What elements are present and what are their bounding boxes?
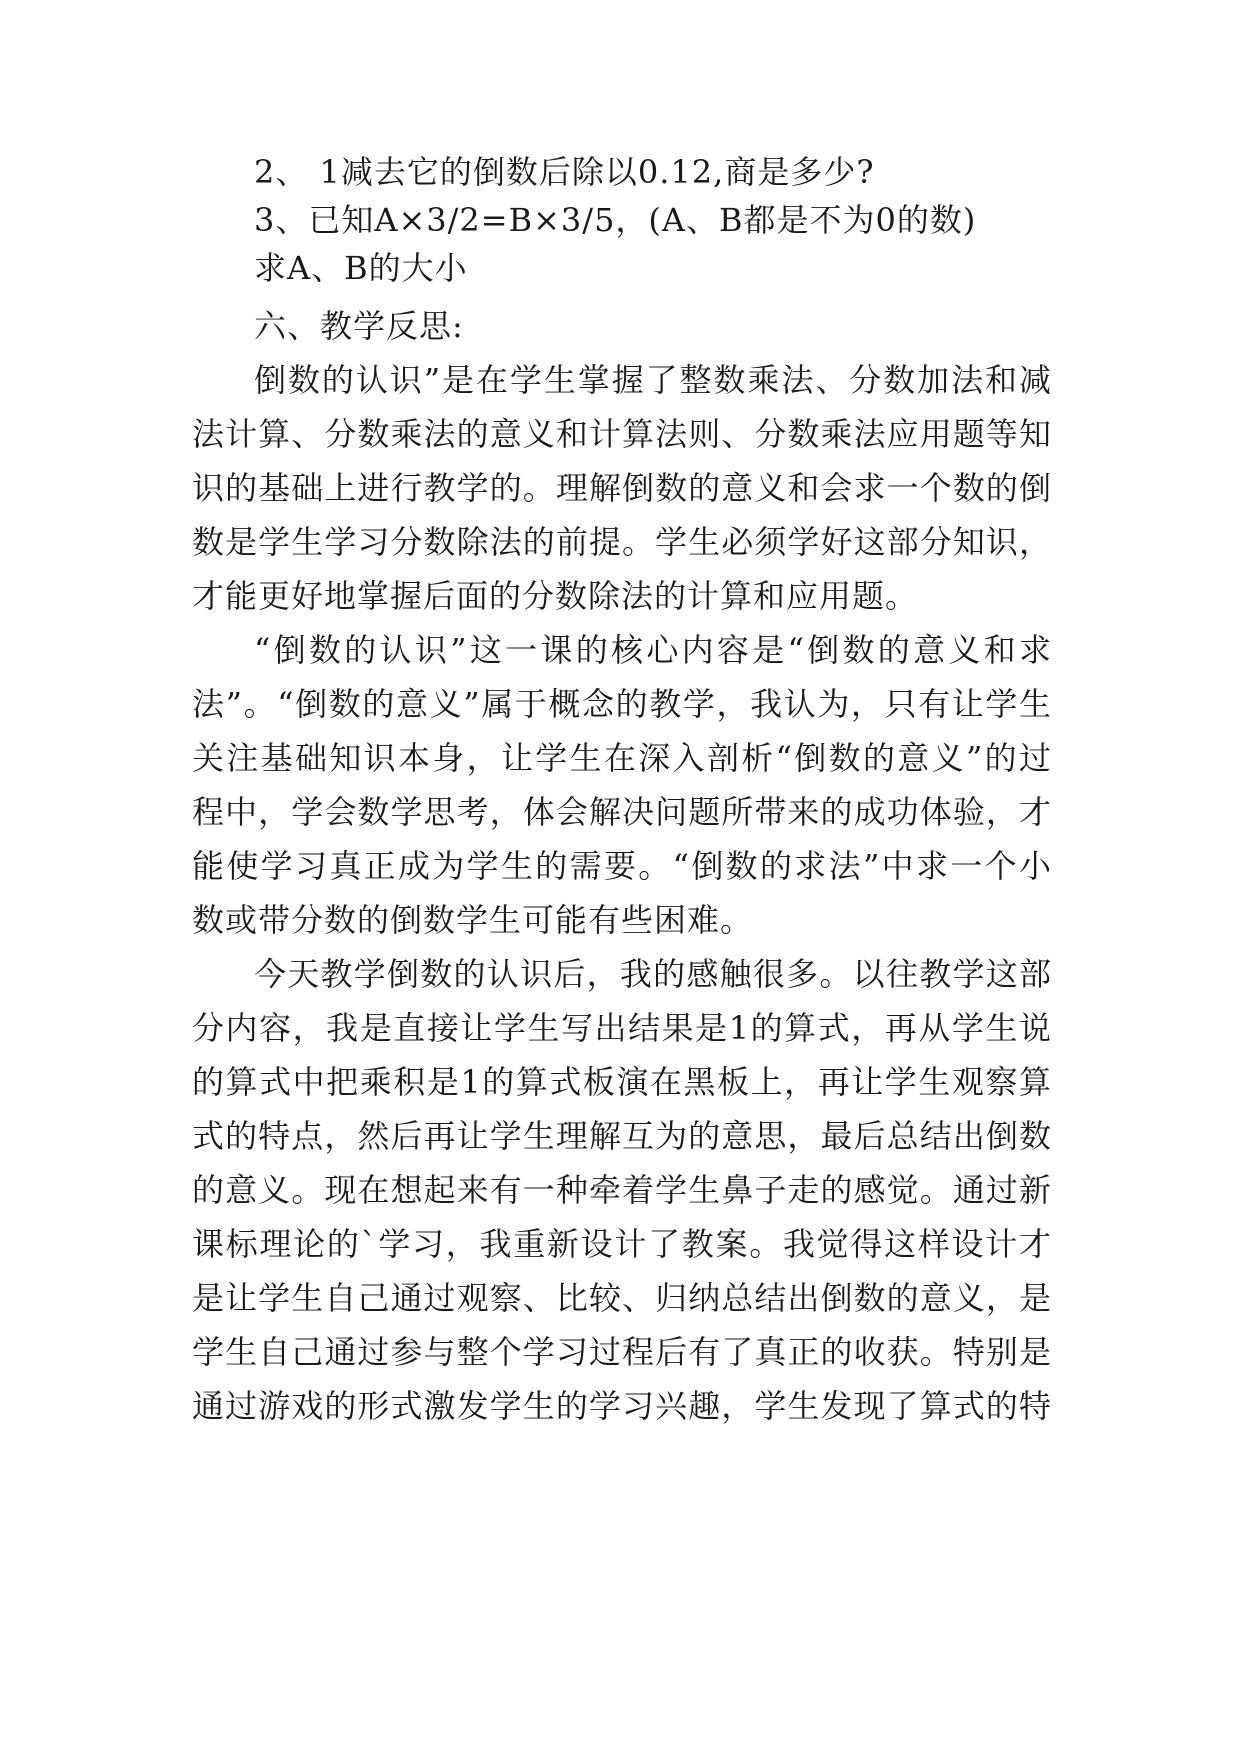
paragraph-1-line: 才能更好地掌握后面的分数除法的计算和应用题。 [192, 577, 919, 615]
paragraph-3-line: 的算式中把乘积是1的算式板演在黑板上，再让学生观察算 [192, 1063, 1052, 1101]
paragraph-3-line: 分内容，我是直接让学生写出结果是1的算式，再从学生说 [192, 1009, 1052, 1047]
paragraph-2-line: 关注基础知识本身，让学生在深入剖析“倒数的意义”的过 [192, 739, 1052, 777]
paragraph-3-line: 今天教学倒数的认识后，我的感触很多。以往教学这部 [254, 955, 1052, 993]
paragraph-2-line: 法”。“倒数的意义”属于概念的教学，我认为，只有让学生 [192, 685, 1052, 723]
paragraph-1-line: 倒数的认识”是在学生掌握了整数乘法、分数加法和减 [254, 361, 1052, 399]
paragraph-2-line: 程中，学会数学思考，体会解决问题所带来的成功体验，才 [192, 793, 1052, 831]
paragraph-3-line: 式的特点，然后再让学生理解互为的意思，最后总结出倒数 [192, 1117, 1052, 1155]
paragraph-1-line: 数是学生学习分数除法的前提。学生必须学好这部分知识， [192, 523, 1052, 561]
exercise-3: 3、已知A×3/2=B×3/5，(A、B都是不为0的数) [254, 201, 977, 239]
paragraph-3-line: 通过游戏的形式激发学生的学习兴趣，学生发现了算式的特 [192, 1387, 1052, 1425]
paragraph-1-line: 法计算、分数乘法的意义和计算法则、分数乘法应用题等知 [192, 415, 1052, 453]
paragraph-3-line: 课标理论的`学习，我重新设计了教案。我觉得这样设计才 [192, 1225, 1052, 1263]
paragraph-2-line: 数或带分数的倒数学生可能有些困难。 [192, 901, 754, 939]
exercise-2: 2、 1减去它的倒数后除以0.12,商是多少? [254, 153, 875, 191]
paragraph-2-line: “倒数的认识”这一课的核心内容是“倒数的意义和求 [254, 631, 1052, 669]
section-heading: 六、教学反思: [254, 307, 464, 345]
paragraph-1-line: 识的基础上进行教学的。理解倒数的意义和会求一个数的倒 [192, 469, 1052, 507]
paragraph-2-line: 能使学习真正成为学生的需要。“倒数的求法”中求一个小 [192, 847, 1052, 885]
paragraph-3-line: 的意义。现在想起来有一种牵着学生鼻子走的感觉。通过新 [192, 1171, 1052, 1209]
exercise-3-question: 求A、B的大小 [254, 249, 468, 287]
paragraph-3-line: 学生自己通过参与整个学习过程后有了真正的收获。特别是 [192, 1333, 1052, 1371]
paragraph-3-line: 是让学生自己通过观察、比较、归纳总结出倒数的意义，是 [192, 1279, 1052, 1317]
